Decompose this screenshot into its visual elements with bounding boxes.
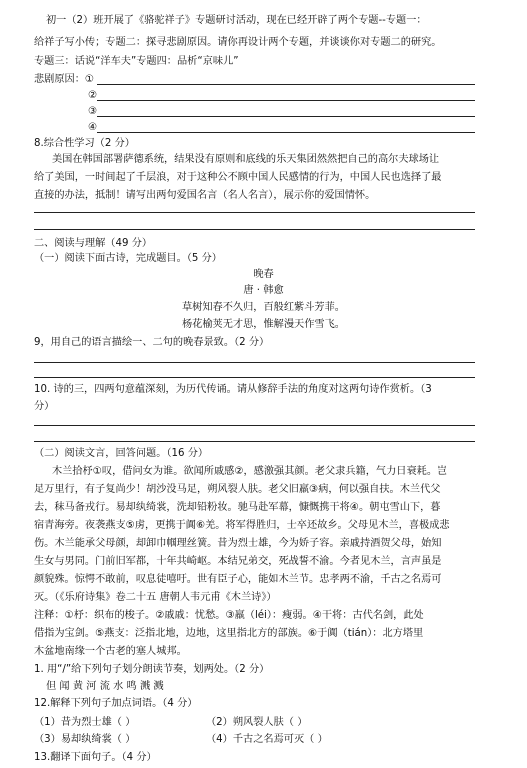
passage-line-6: 生女与男同。门前旧军都，十年共崎岖。本结兄弟交，死战誓不渝。今者见木兰，言声虽是 bbox=[34, 556, 442, 567]
poem-line-2: 杨花榆荚无才思，惟解漫天作雪飞。 bbox=[182, 319, 345, 330]
question-11-sentence: 但 闻 黄 河 流 水 鸣 溅 溅 bbox=[46, 681, 164, 692]
passage-line-5: 伤。木兰能承父母颜，却卸巾帼理丝簧。昔为烈士雄，今为娇子容。亲戚持酒贺父母，始知 bbox=[34, 538, 442, 549]
passage-line-3: 去，秣马备戎行。易却纨绮裳，洗却铅粉妆。驰马赴军幕，慷慨携干将④。朝屯雪山下，暮 bbox=[34, 502, 441, 513]
notes-line-2: 借指为宝剑。⑤燕支：泛指北地，边地，这里指北方的部族。⑥于阗（tián）：北方塔里 bbox=[34, 628, 424, 639]
question-8-text-3: 直接的办法，抵制！请写出两句爱国名言（名人名言），展示你的爱国情怀。 bbox=[34, 190, 376, 201]
answer-line bbox=[97, 100, 475, 101]
reason-label-1: 悲剧原因：① bbox=[34, 74, 95, 85]
question-13: 13.翻译下面句子。（4 分） bbox=[34, 752, 157, 763]
subsection-2-title: （二）阅读文言，回答问题。（16 分） bbox=[34, 448, 209, 459]
intro-line-3: 专题三：话说“洋车夫”专题四：品析“京味儿” bbox=[34, 56, 239, 67]
question-12-item-4: （4）千古之名焉可灭（ ） bbox=[206, 734, 328, 745]
question-11: 1. 用“/”给下列句子划分朗读节奏，划两处。（2 分） bbox=[34, 664, 270, 675]
answer-line bbox=[34, 425, 475, 426]
passage-line-4: 宿青海旁。夜袭燕支⑤虏，更携于阗⑥羌。将军得胜归，士卒还故乡。父母见木兰，喜极成悲 bbox=[34, 520, 450, 531]
poem-line-1: 草树知春不久归，百般红紫斗芳菲。 bbox=[182, 302, 345, 313]
question-12: 12.解释下列句子加点词语。（4 分） bbox=[34, 698, 198, 709]
question-10-line-1: 10. 诗的三，四两句意蕴深刻，为历代传诵。请从修辞手法的角度对这两句诗作赏析。（3 bbox=[34, 384, 432, 395]
answer-line bbox=[34, 362, 475, 363]
question-12-item-3: （3）易却纨绮裳（ ） bbox=[34, 734, 136, 745]
passage-line-8: 灭。（《乐府诗集》卷二十五 唐朝人韦元甫《木兰诗》） bbox=[34, 592, 277, 603]
question-10-line-2: 分） bbox=[34, 401, 55, 412]
subsection-1-title: （一）阅读下面古诗，完成题目。（5 分） bbox=[34, 253, 222, 264]
question-8-text-1: 美国在韩国部署萨德系统，结果没有原则和底线的乐天集团然然把自己的高尔夫球场让 bbox=[52, 154, 440, 165]
notes-line-1: 注释：①杼：织布的梭子。②戚戚：忧愁。③羸（léi）：瘦弱。④干将：古代名剑，此处 bbox=[34, 610, 424, 621]
answer-line bbox=[34, 212, 475, 213]
passage-line-1: 木兰拾杼①叹，借问女为谁。欲闻所戚感②，感激强其颜。老父隶兵籍，气力日衰耗。岂 bbox=[52, 466, 448, 477]
answer-line bbox=[34, 377, 475, 378]
answer-line bbox=[34, 441, 475, 442]
question-8-title: 8.综合性学习（2 分） bbox=[34, 138, 135, 149]
answer-line bbox=[97, 84, 475, 85]
question-9: 9，用自己的语言描绘一、二句的晚春景致。（2 分） bbox=[34, 337, 270, 348]
reason-label-3: ③ bbox=[88, 106, 98, 117]
reason-label-2: ② bbox=[88, 90, 98, 101]
section-2-title: 二、阅读与理解（49 分） bbox=[34, 238, 153, 249]
poem-author: 唐 · 韩愈 bbox=[243, 285, 284, 296]
answer-line bbox=[97, 116, 475, 117]
question-12-item-2: （2）朔风裂人肤（ ） bbox=[206, 717, 308, 728]
passage-line-7: 颜貌殊。惊愕不敢前，叹息徒嘻吁。世有臣子心，能如木兰节。忠孝两不渝，千古之名焉可 bbox=[34, 574, 442, 585]
question-8-text-2: 给了美国，一时间起了千层浪，对于这种公不顾中国人民感情的行为，中国人民也选择了最 bbox=[34, 172, 442, 183]
answer-line bbox=[97, 132, 475, 133]
reason-label-4: ④ bbox=[88, 122, 98, 133]
answer-line bbox=[34, 229, 475, 230]
intro-line-1: 初一（2）班开展了《骆驼祥子》专题研讨活动，现在已经开辟了两个专题--专题一： bbox=[46, 15, 427, 26]
passage-line-2: 足万里行，有子复尚少！胡沙没马足，朔风裂人肤。老父旧羸③病，何以强自扶。木兰代父 bbox=[34, 484, 441, 495]
notes-line-3: 木盆地南缘一个古老的塞人城邦。 bbox=[34, 646, 187, 657]
intro-line-2: 给祥子写小传；专题二：探寻悲剧原因。请你再设计两个专题，并谈谈你对专题二的研究。 bbox=[34, 37, 442, 48]
poem-title: 晚春 bbox=[253, 269, 274, 280]
question-12-item-1: （1）昔为烈士雄（ ） bbox=[34, 717, 136, 728]
